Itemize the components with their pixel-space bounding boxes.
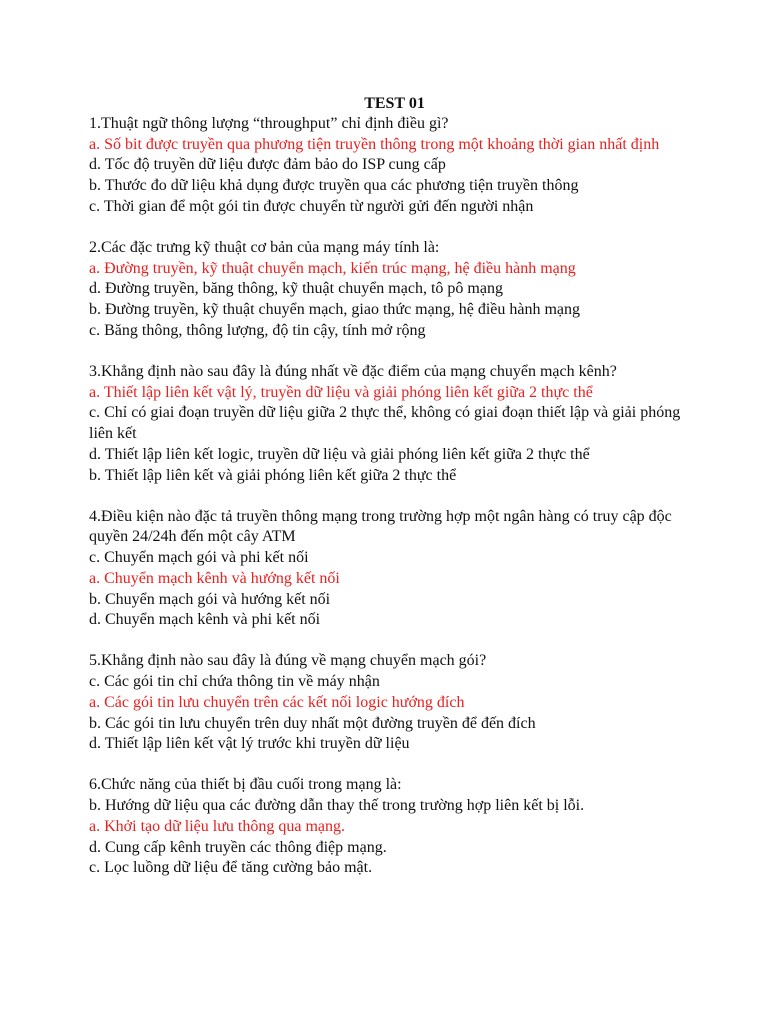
- question-stem: 2.Các đặc trưng kỹ thuật cơ bản của mạng máy tính là:: [89, 239, 440, 257]
- question-stem: 1.Thuật ngữ thông lượng “throughput” chỉ định điều gì?: [89, 115, 449, 132]
- answer-option: b. Đường truyền, kỹ thuật chuyển mạch, giao thức mạng, hệ điều hành mạng: [89, 301, 581, 319]
- answer-option: c. Lọc luồng dữ liệu để tăng cường bảo mật.: [89, 859, 373, 877]
- answer-option: b. Các gói tin lưu chuyển trên duy nhất một đường truyền để đến đích: [89, 714, 536, 732]
- question-block: [89, 238, 708, 342]
- correct-answer-option: a. Thiết lập liên kết vật lý, truyền dữ liệu và giải phóng liên kết giữa 2 thực thể: [89, 383, 593, 401]
- question-block: [89, 362, 708, 486]
- question-block: [89, 507, 708, 631]
- correct-answer-option: a. Số bit được truyền qua phương tiện truyền thông trong một khoảng thời gian nhất định: [89, 135, 660, 153]
- question-block: [89, 651, 708, 755]
- answer-option: b. Hướng dữ liệu qua các đường dẫn thay thế trong trường hợp liên kết bị lỗi.: [89, 797, 585, 815]
- answer-option: d. Đường truyền, băng thông, kỹ thuật chuyển mạch, tô pô mạng: [89, 280, 503, 298]
- correct-answer-option: a. Đường truyền, kỹ thuật chuyển mạch, kiến trúc mạng, hệ điều hành mạng: [89, 259, 576, 277]
- answer-option: c. Thời gian để một gói tin được chuyển từ người gửi đến người nhận: [89, 197, 534, 215]
- question-stem: 4.Điều kiện nào đặc tả truyền thông mạng trong trường hợp một ngân hàng có truy cập độc quyền 24/24h đến một cây ATM: [89, 507, 672, 546]
- question-stem: 5.Khẳng định nào sau đây là đúng về mạng chuyển mạch gói?: [89, 652, 487, 670]
- correct-answer-option: a. Khởi tạo dữ liệu lưu thông qua mạng.: [89, 817, 345, 835]
- question-stem: 3.Khẳng định nào sau đây là đúng nhất về đặc điểm của mạng chuyển mạch kênh?: [89, 363, 617, 381]
- question-block: [89, 775, 708, 879]
- correct-answer-option: a. Chuyển mạch kênh và hướng kết nối: [89, 569, 340, 587]
- answer-option: d. Cung cấp kênh truyền các thông điệp mạng.: [89, 838, 387, 856]
- answer-option: d. Tốc độ truyền dữ liệu được đảm bảo do ISP cung cấp: [89, 156, 446, 174]
- answer-option: d. Thiết lập liên kết logic, truyền dữ liệu và giải phóng liên kết giữa 2 thực thể: [89, 445, 590, 463]
- answer-option: c. Các gói tin chỉ chứa thông tin về máy nhận: [89, 673, 380, 691]
- answer-option: c. Chuyển mạch gói và phi kết nối: [89, 549, 309, 567]
- answer-option: b. Thiết lập liên kết và giải phóng liên kết giữa 2 thực thể: [89, 466, 457, 484]
- question-list: [89, 114, 708, 879]
- answer-option: b. Thước đo dữ liệu khả dụng được truyền qua các phương tiện truyền thông: [89, 177, 579, 195]
- answer-option: c. Băng thông, thông lượng, độ tin cậy, tính mở rộng: [89, 321, 426, 339]
- correct-answer-option: a. Các gói tin lưu chuyển trên các kết nối logic hướng đích: [89, 693, 465, 711]
- answer-option: d. Chuyển mạch kênh và phi kết nối: [89, 611, 321, 629]
- question-block: [89, 114, 708, 218]
- question-stem: 6.Chức năng của thiết bị đầu cuối trong mạng là:: [89, 776, 402, 794]
- document-title: TEST 01: [364, 95, 425, 112]
- answer-option: d. Thiết lập liên kết vật lý trước khi truyền dữ liệu: [89, 735, 410, 753]
- answer-option: c. Chỉ có giai đoạn truyền dữ liệu giữa 2 thực thể, không có giai đoạn thiết lập và giải phóng liên kết: [89, 404, 681, 443]
- answer-option: b. Chuyển mạch gói và hướng kết nối: [89, 590, 331, 608]
